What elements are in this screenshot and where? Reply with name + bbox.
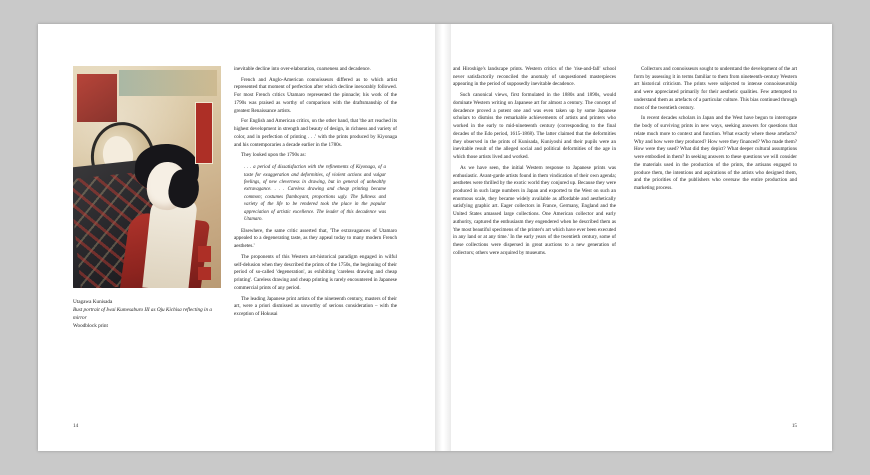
paragraph: The proponents of this Western art-historical paradigm engaged in wilful self-delusion when they described the prints of the 1750s, the beginning of their period of so-called 'degeneration', as exhibiting 'careless drawing and cheap printing'. Careless drawing and cheap printing is rarely encountered in Japanese commercial prints of any period. (234, 253, 397, 291)
paragraph: inevitable decline into over-elaboration, coarseness and decadence. (234, 66, 371, 72)
paragraph: and Hiroshige's landscape prints. Western critics of the 'rise-and-fall' school never satisfactorily reconciled the anomaly of unquestioned masterpieces appearing in the period of supposedly inevitable decadence. (453, 66, 616, 88)
left-page-text-column (234, 66, 397, 396)
plate-with-caption (73, 66, 221, 330)
plate-caption (73, 298, 223, 330)
title-cartouche (195, 102, 213, 164)
paragraph: In recent decades scholars in Japan and the West have begun to interrogate the body of surviving prints in new ways, seeking answers for questions that relate much more to context and function. What exactly where these artefacts? Why and how were they produced? How were they financed? Who made them? How were they used? What did they depict? What deeper cultural assumptions were embodied in them? In seeking answers to these questions we will consider the materials used in the production of the prints, the artisans engaged to produce them, the intentions and aspirations of the artists who designed them, and the priorities of the publishers who oversaw the entire production and marketing process. (634, 115, 797, 192)
folio-right: 15 (791, 423, 797, 429)
block-quote: . . . a period of dissatisfaction with the refinements of Kiyonaga, of a taste for exaggeration and deformities, of violent actions and vulgar feelings, of new cleverness in drawing, but in general of unhealthy extravagance. . . . Careless drawing and cheap printing became common; costumes flamboyant, proportions ugly. The fullness and variety of the life to be rendered took the place in the popular appreciation of artistic excellence. The leader of this decadence was Utamaro. (244, 165, 386, 223)
left-page (38, 24, 435, 451)
right-page-columns (453, 66, 797, 261)
censor-seal (198, 267, 211, 280)
caption-title: Bust portrait of Iwai Kumesaburo III as Oju Kichisa reflecting in a mirror (73, 307, 212, 322)
paragraph: As we have seen, the initial Western response to Japanese prints was enthusiastic. Avant-garde artists found in them vindication of their own agenda; aesthetes were thrilled by the exotic world they conjured up. Because they were produced in such large numbers in Japan and exported to the West on such an enormous scale, they became widely available as affordable and aesthetically satisfying graphic art. Eager collectors in France, Germany, England and the United States amassed large collections. One American collector and early authority, captured the enthusiasm they engendered when he described them as 'the most beautiful specimens of the printer's art which have ever been executed in any land or at any time.' In the early years of the twentieth century, some of these collections were dispersed in great auctions to a new generation of collectors; others were acquired by museums. (453, 164, 616, 256)
publisher-seal (198, 246, 211, 262)
caption-artist: Utagawa Kunisada (73, 299, 113, 305)
paragraph: Such canonical views, first formulated in the 1880s and 1890s, would dominate Western writing on Japanese art for almost a century. The concept of decadence proved a potent one and was even taken up by some Japanese scholars to dismiss the remarkable achievements of artists and printers who worked in the early to mid-nineteenth century (corresponding to the final decades of the Edo period, 1615-1868). The latter claimed that the deformities they observed in the prints of Kunisada, Kuniyoshi and their pupils were an inevitable result of the alleged social and political deformities of the age in which those artists lived and worked. (453, 92, 616, 161)
folio-left: 14 (73, 423, 79, 429)
print-red-panel (77, 74, 117, 122)
right-page (435, 24, 832, 451)
paragraph: French and Anglo-American connoisseurs differed as to which artist represented that moment of perfection after which decline inexorably followed. For most French critics Utamaro represented the pinnacle; his work of the 1790s was praised as worthy of comparison with the draftsmanship of the greatest Renaissance artists. (234, 76, 397, 114)
right-column-two (634, 66, 797, 261)
paragraph: The leading Japanese print artists of the nineteenth century, masters of their art, were a priori dismissed as unworthy of serious consideration – with the exception of Hokusai (234, 295, 397, 318)
paragraph: Elsewhere, the same critic asserted that, 'The extravagances of Utamaro appealed to a degenerating taste, as they appeal today to many modern French aesthetes.' (234, 227, 397, 250)
right-column-one (453, 66, 616, 261)
paragraph: They looked upon the 1790s as: (241, 152, 306, 159)
woodblock-print-image (73, 66, 221, 288)
book-spread (38, 24, 832, 451)
paragraph: For English and American critics, on the other hand, that 'the art reached its highest development in strength and beauty of design, in richness and variety of color, and in perfection of printing . . .' with the prints produced by Kiyonaga and his contemporaries a decade earlier in the 1780s. (234, 118, 397, 148)
caption-medium: Woodblock print (73, 323, 108, 330)
print-top-panel (119, 70, 217, 96)
paragraph: Collectors and connoisseurs sought to understand the development of the art form by assessing it in terms familiar to them from nineteenth-century Western art historical criticism. The prints were subjected to intense connoisseurship and were appreciated primarily for their aesthetic qualities. Few attempted to understand them as artefacts of a particular culture. This bias continued through most of the twentieth century. (634, 66, 797, 111)
